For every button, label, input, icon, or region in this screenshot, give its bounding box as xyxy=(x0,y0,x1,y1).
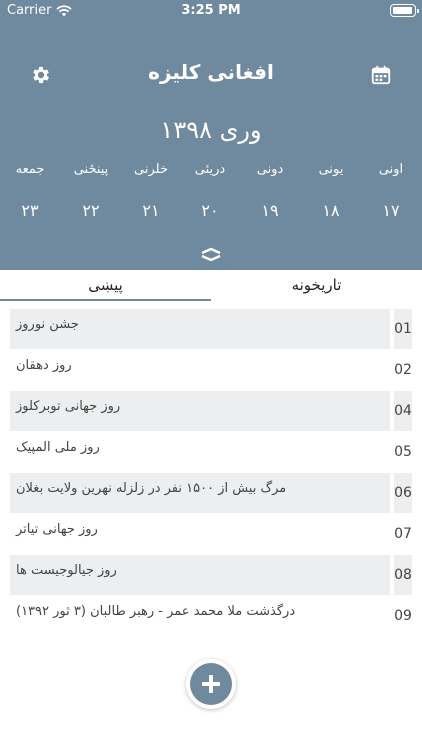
event-day: 07 xyxy=(394,526,412,542)
status-time: 3:25 PM xyxy=(181,3,241,18)
event-day: 04 xyxy=(394,391,412,431)
list-item[interactable] xyxy=(10,596,412,636)
list-item[interactable] xyxy=(10,391,412,431)
event-day: 02 xyxy=(394,362,412,378)
event-day: 05 xyxy=(394,444,412,460)
day-number: ۱۹ xyxy=(261,201,279,220)
tab-bar xyxy=(0,270,422,302)
event-text: روز جهانی توبرکلوز xyxy=(10,391,390,431)
day-number: ۱۸ xyxy=(322,201,340,220)
list-item[interactable] xyxy=(10,555,412,595)
chevrons-icon xyxy=(200,247,222,261)
calendar-header xyxy=(0,0,422,270)
list-item[interactable] xyxy=(10,432,412,472)
day-name: پینځنی xyxy=(73,162,109,177)
day-name: دونی xyxy=(256,162,284,177)
add-button-circle xyxy=(190,663,232,705)
calendar-button[interactable] xyxy=(366,60,396,90)
day-cell[interactable] xyxy=(240,158,300,220)
event-text: روز ملی المپیک xyxy=(16,440,100,455)
day-name: خلرنی xyxy=(134,162,168,177)
day-name: جمعه xyxy=(15,162,45,177)
tab-history[interactable]: تاریخونه xyxy=(291,276,342,294)
day-number: ۲۲ xyxy=(82,201,100,220)
day-name: دریئی xyxy=(194,162,226,177)
event-text: روز جیالوجیست ها xyxy=(10,555,390,595)
day-name: اونی xyxy=(378,162,404,177)
day-cell[interactable] xyxy=(180,158,240,220)
day-number: ۲۱ xyxy=(142,201,160,220)
battery-icon xyxy=(390,4,416,17)
event-text: روز جهانی تیاتر xyxy=(16,522,98,537)
calendar-icon xyxy=(370,64,392,86)
collapse-button[interactable] xyxy=(196,245,226,263)
carrier-label: Carrier xyxy=(7,3,52,18)
list-item[interactable] xyxy=(10,473,412,513)
week-strip xyxy=(0,158,422,228)
app-title: افغانی کلیزه xyxy=(148,60,274,84)
day-cell[interactable] xyxy=(121,158,181,220)
year-title: وری ۱۳۹۸ xyxy=(160,116,262,144)
list-item[interactable] xyxy=(10,514,412,554)
day-cell[interactable] xyxy=(361,158,421,220)
status-bar xyxy=(0,0,422,22)
day-number: ۱۷ xyxy=(382,201,400,220)
day-number: ۲۰ xyxy=(201,201,219,220)
event-text: روز دهقان xyxy=(16,358,72,373)
tab-events[interactable]: پیښی xyxy=(88,276,123,294)
plus-icon xyxy=(200,673,222,695)
list-item[interactable] xyxy=(10,309,412,349)
list-item[interactable] xyxy=(10,350,412,390)
event-text: جشن نوروز xyxy=(10,309,390,349)
event-day: 08 xyxy=(394,555,412,595)
event-day: 06 xyxy=(394,473,412,513)
event-day: 09 xyxy=(394,608,412,624)
event-text: درگذشت ملا محمد عمر - رهبر طالبان (۳ ثور ۱۳۹۲) xyxy=(16,604,296,619)
day-cell[interactable] xyxy=(301,158,361,220)
event-day: 01 xyxy=(394,309,412,349)
day-cell[interactable] xyxy=(61,158,121,220)
event-text: مرگ بیش از ۱۵۰۰ نفر در زلزله نهرین ولایت بغلان xyxy=(10,473,390,513)
day-name: یونی xyxy=(318,162,344,177)
add-event-button[interactable] xyxy=(186,659,236,709)
day-number: ۲۳ xyxy=(21,201,39,220)
day-cell[interactable] xyxy=(0,158,60,220)
active-tab-indicator xyxy=(0,299,211,301)
